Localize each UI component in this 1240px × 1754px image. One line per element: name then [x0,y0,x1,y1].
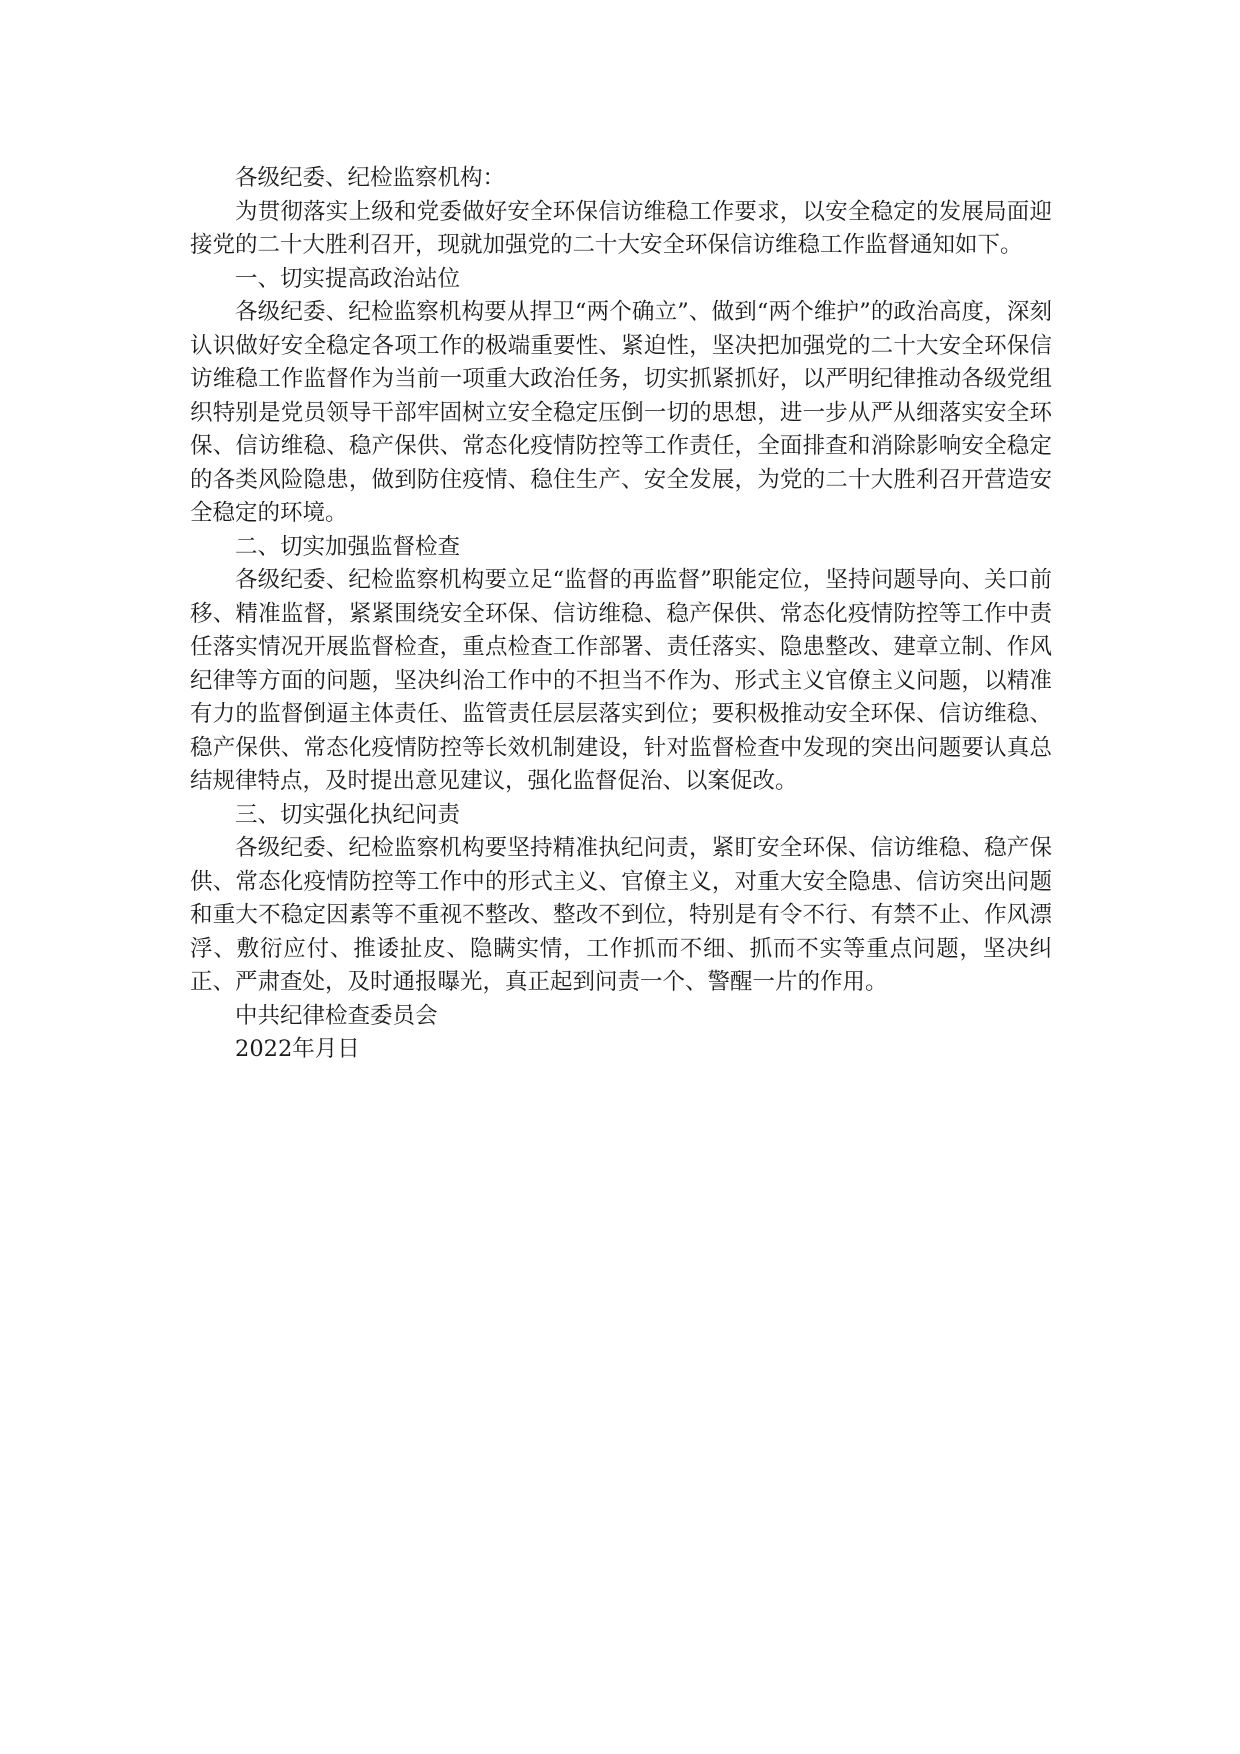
section-body-3: 各级纪委、纪检监察机构要坚持精准执纪问责，紧盯安全环保、信访维稳、稳产保供、常态化疫情防控等工作中的形式主义、官僚主义，对重大安全隐患、信访突出问题和重大不稳定因素等不重视不整改、整改不到位，特别是有令不行、有禁不止、作风漂浮、敷衍应付、推诿扯皮、隐瞒实情，工作抓而不细、抓而不实等重点问题，坚决纠正、严肃查处，及时通报曝光，真正起到问责一个、警醒一片的作用。 [190,835,1052,995]
section-heading-3: 三、切实强化执纪问责 [235,801,461,828]
intro-paragraph: 为贯彻落实上级和党委做好安全环保信访维稳工作要求，以安全稳定的发展局面迎接党的二十大胜利召开，现就加强党的二十大安全环保信访维稳工作监督通知如下。 [190,198,1052,258]
document-page [190,162,1052,1067]
salutation: 各级纪委、纪检监察机构： [235,165,506,191]
signature: 中共纪律检查委员会 [235,1002,438,1029]
section-body-1: 各级纪委、纪检监察机构要从捍卫“两个确立”、做到“两个维护”的政治高度，深刻认识做好安全稳定各项工作的极端重要性、紧迫性，坚决把加强党的二十大安全环保信访维稳工作监督作为当前一项重大政治任务，切实抓紧抓好，以严明纪律推动各级党组织特别是党员领导干部牢固树立安全稳定压倒一切的思想，进一步从严从细落实安全环保、信访维稳、稳产保供、常态化疫情防控等工作责任，全面排查和消除影响安全稳定的各类风险隐患，做到防住疫情、稳住生产、安全发展，为党的二十大胜利召开营造安全稳定的环境。 [190,299,1052,526]
section-body-2: 各级纪委、纪检监察机构要立足“监督的再监督”职能定位，坚持问题导向、关口前移、精准监督，紧紧围绕安全环保、信访维稳、稳产保供、常态化疫情防控等工作中责任落实情况开展监督检查，重点检查工作部署、责任落实、隐患整改、建章立制、作风纪律等方面的问题，坚决纠治工作中的不担当不作为、形式主义官僚主义问题，以精准有力的监督倒逼主体责任、监管责任层层落实到位；要积极推动安全环保、信访维稳、稳产保供、常态化疫情防控等长效机制建设，针对监督检查中发现的突出问题要认真总结规律特点，及时提出意见建议，强化监督促治、以案促改。 [190,567,1052,794]
section-heading-2: 二、切实加强监督检查 [235,533,461,560]
date: 2022年月日 [235,1036,360,1062]
section-heading-1: 一、切实提高政治站位 [235,265,461,292]
